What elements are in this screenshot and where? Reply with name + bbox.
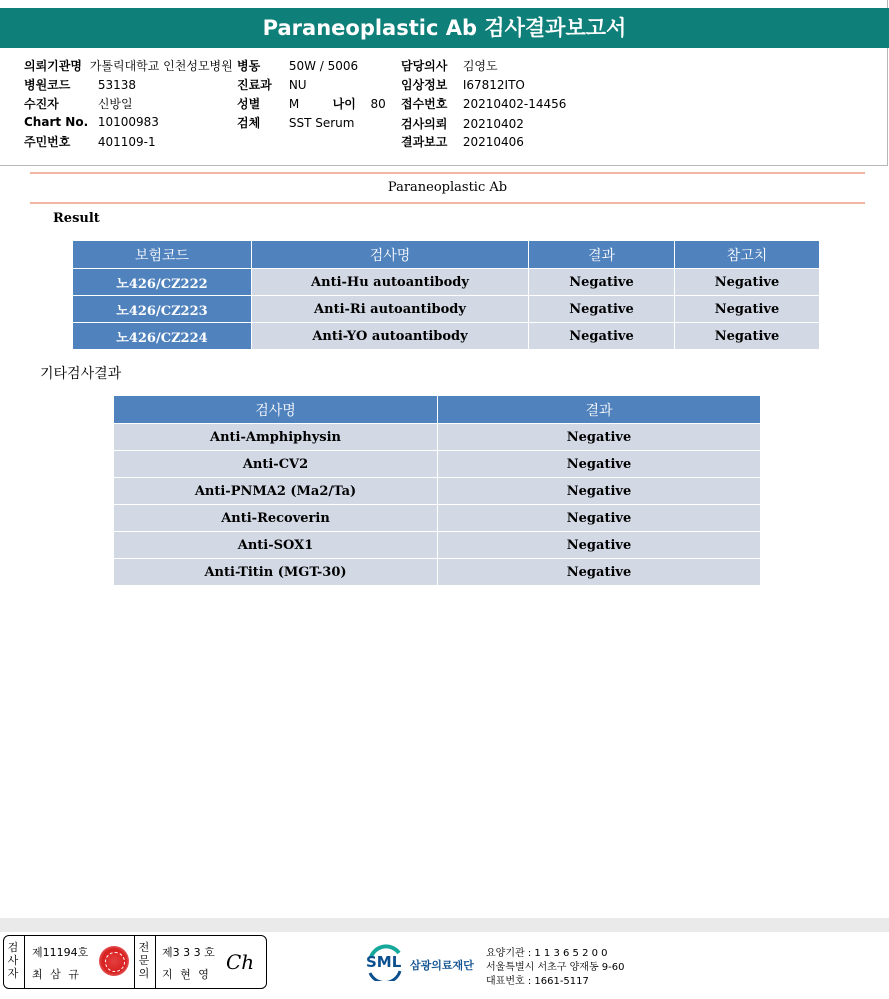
result-value: Negative	[438, 505, 761, 532]
reference-value: Negative	[675, 296, 820, 323]
divider	[24, 936, 25, 988]
insurance-code: 노426/CZ222	[73, 269, 252, 296]
test-name: Anti-Titin (MGT-30)	[114, 559, 438, 586]
divider	[155, 936, 156, 988]
table-row	[114, 505, 761, 532]
table-row	[73, 269, 820, 296]
test-name: Anti-Hu autoantibody	[252, 269, 529, 296]
phone: 대표번호 : 1661-5117	[486, 976, 589, 987]
result-table	[72, 240, 820, 350]
table-row	[73, 323, 820, 350]
result-value: Negative	[438, 451, 761, 478]
divider-bottom	[30, 202, 865, 204]
col-test-name: 검사명	[252, 241, 529, 269]
accession-field: 접수번호 20210402-14456	[401, 97, 567, 111]
table-row	[114, 451, 761, 478]
sex-field: 성별 M 나이 80	[237, 97, 386, 111]
org-code: 요양기관 : 1 1 3 6 5 2 0 0	[486, 948, 608, 959]
other-table-header	[114, 396, 761, 424]
signature-box	[3, 935, 267, 989]
table-row	[114, 559, 761, 586]
hospital-code-field: 병원코드 53138	[24, 78, 137, 92]
report-date-field: 결과보고 20210406	[401, 135, 524, 149]
address: 서울특별시 서초구 양재동 9-60	[486, 962, 625, 973]
test-name: Anti-CV2	[114, 451, 438, 478]
other-results-table	[113, 395, 761, 586]
examiner-label: 검사자	[7, 941, 19, 980]
col-insurance-code: 보험코드	[73, 241, 252, 269]
footer-bar	[0, 918, 889, 932]
report-title: Paraneoplastic Ab 검사결과보고서	[0, 8, 889, 48]
specialist-label: 전문의	[138, 941, 150, 980]
resident-id-field: 주민번호 401109-1	[24, 135, 156, 149]
test-name: Anti-YO autoantibody	[252, 323, 529, 350]
test-name: Anti-Ri autoantibody	[252, 296, 529, 323]
other-results-label: 기타검사결과	[40, 366, 122, 382]
examiner-number: 제11194호	[32, 946, 89, 959]
request-date-field: 검사의뢰 20210402	[401, 117, 524, 131]
section-title: Paraneoplastic Ab	[387, 180, 508, 195]
specimen-field: 검체 SST Serum	[237, 116, 355, 130]
table-row	[114, 424, 761, 451]
specialist-number: 제3 3 3 호	[162, 946, 215, 959]
logo-abbr: SML	[366, 953, 402, 971]
table-row	[114, 478, 761, 505]
test-name: Anti-Recoverin	[114, 505, 438, 532]
result-value: Negative	[438, 559, 761, 586]
department-field: 진료과 NU	[237, 78, 307, 92]
result-value: Negative	[438, 424, 761, 451]
table-row	[73, 296, 820, 323]
result-value: Negative	[438, 478, 761, 505]
test-name: Anti-SOX1	[114, 532, 438, 559]
chart-no-field: Chart No. 10100983	[24, 115, 159, 129]
reference-value: Negative	[675, 323, 820, 350]
col-reference: 참고치	[675, 241, 820, 269]
col-test-name: 검사명	[114, 396, 438, 424]
result-value: Negative	[529, 296, 675, 323]
col-result: 결과	[529, 241, 675, 269]
result-value: Negative	[529, 323, 675, 350]
examiner-name: 최 삼 규	[32, 968, 81, 981]
ward-field: 병동 50W / 5006	[237, 59, 359, 73]
divider	[134, 936, 135, 988]
test-name: Anti-PNMA2 (Ma2/Ta)	[114, 478, 438, 505]
reference-value: Negative	[675, 269, 820, 296]
institution-field: 의뢰기관명 가톨릭대학교 인천성모병원	[24, 59, 233, 73]
col-result: 결과	[438, 396, 761, 424]
result-label: Result	[53, 211, 100, 226]
result-value: Negative	[529, 269, 675, 296]
signature-image: Ch	[226, 950, 255, 974]
doctor-field: 담당의사 김영도	[401, 59, 498, 73]
insurance-code: 노426/CZ223	[73, 296, 252, 323]
seal-icon	[99, 946, 129, 976]
test-name: Anti-Amphiphysin	[114, 424, 438, 451]
result-table-header	[73, 241, 820, 269]
insurance-code: 노426/CZ224	[73, 323, 252, 350]
patient-field: 수진자 신방일	[24, 97, 133, 111]
result-value: Negative	[438, 532, 761, 559]
table-row	[114, 532, 761, 559]
logo-name: 삼광의료재단	[410, 959, 474, 972]
divider-top	[30, 172, 865, 174]
specialist-name: 지 현 영	[162, 968, 211, 981]
clinical-info-field: 임상정보 I67812ITO	[401, 78, 525, 92]
